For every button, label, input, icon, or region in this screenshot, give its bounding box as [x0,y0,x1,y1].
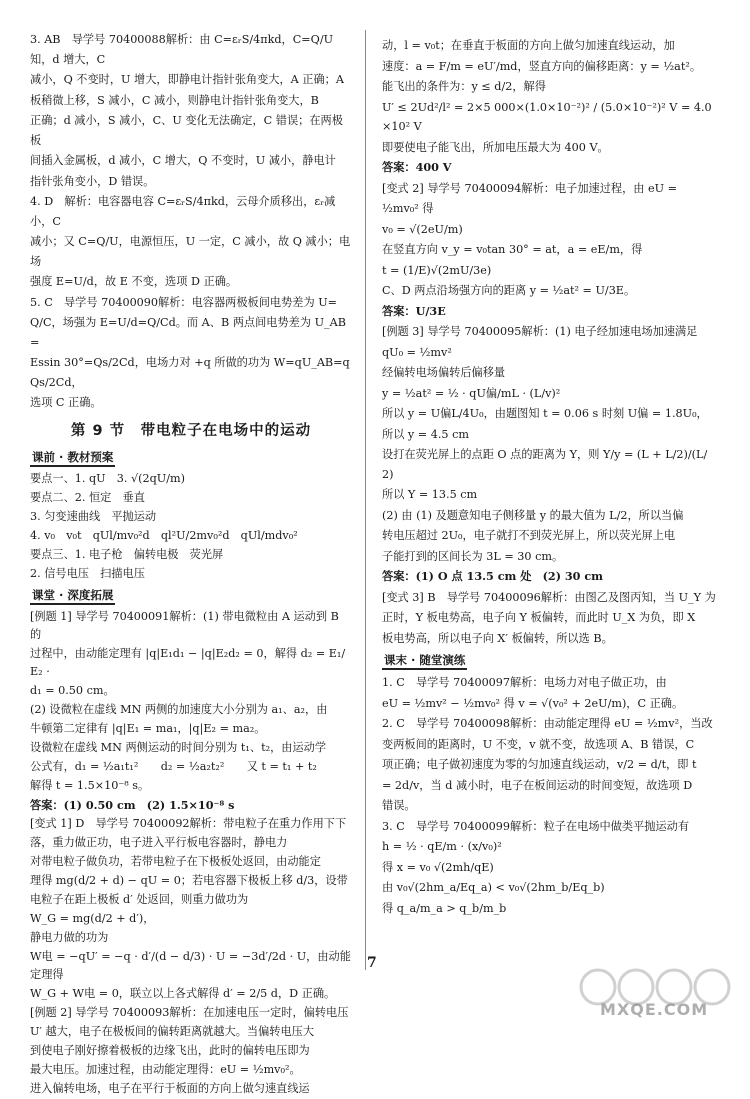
left-line-9: 强度 E=U/d，故 E 不变，选项 D 正确。 [30,275,238,288]
watermark-text: MXQE.COM [600,1000,709,1019]
point-line-3: 3. 匀变速曲线 平抛运动 [30,509,157,523]
left-line-5: 间插入金属板，d 减小，C 增大，Q 不变时，U 减小，静电计 [30,154,336,167]
right-line-21: 所以 Y = 13.5 cm [382,488,478,501]
right-line-24: 子能打到的区间长为 3L = 30 cm。 [382,549,564,563]
section-bar-preview: 课前 · 教材预案 [30,449,115,467]
left-line-12: Essin 30°=Qs/2Cd，电场力对 +q 所做的功为 W=qU_AB=qQs/2Cd， [30,356,350,389]
left-line-3: 板稍微上移，S 减小，C 减小，则静电计指针张角变大，B [30,93,319,107]
left-body-12: 对带电粒子做负功，若带电粒子在下极板处返回，由动能定 [30,854,321,868]
left-line-4: 正确；d 减小，S 减小，C、U 变化无法确定，C 错误；在两极板 [30,114,343,147]
right-body-7: 错误。 [382,799,416,812]
left-line-7: 4. D 解析：电容器电容 C=εᵣS/4πkd，云母介质移出，εᵣ减小，C [30,195,336,228]
section-bar-classroom: 课堂 · 深度拓展 [30,587,115,605]
left-body-22: 最大电压。加速过程，由动能定理得：eU = ½mv₀²。 [30,1062,301,1076]
right-body-11: 由 v₀√(2hm_a/Eq_a) < v₀√(2hm_b/Eq_b) [382,881,605,894]
right-line-9: v₀ = √(2eU/m) [382,222,463,236]
left-body-1: [例题 1] 导学号 70400091解析：(1) 带电微粒由 A 运动到 B 的 [30,609,339,641]
right-line-26: [变式 3] B 导学号 70400096解析：由图乙及图丙知，当 U_Y 为 [382,590,716,604]
page-number: 7 [367,955,377,971]
right-body-12: 得 q_a/m_a > q_b/m_b [382,901,507,915]
left-body-15: W_G = mg(d/2 + d′)， [30,911,155,925]
left-line-6: 指针张角变小，D 错误。 [30,174,155,188]
left-line-10: 5. C 导学号 70400090解析：电容器两极板间电势差为 U= [30,295,338,309]
right-line-17: y = ½at² = ½ · qU偏/mL · (L/v)² [382,386,561,400]
right-body-5: 项正确；电子做初速度为零的匀加速直线运动，v/2 = d/t，即 t [382,758,697,771]
left-column [30,30,352,1099]
left-body-14: 电粒子在距上极板 d′ 处返回，则重力做功为 [30,892,249,906]
left-body-4: (2) 设微粒在虚线 MN 两侧的加速度大小分别为 a₁、a₂，由 [30,702,328,716]
left-body-11: 落，重力做正功，电子进入平行板电容器时，静电力 [30,835,288,849]
right-body-3: 2. C 导学号 70400098解析：由动能定理得 eU = ½mv²，当改 [382,717,713,730]
right-line-16: 经偏转电场偏转后偏移量 [382,366,506,379]
point-line-4: 4. v₀ v₀t qUl/mv₀²d ql²U/2mv₀²d qUl/mdv₀² [30,528,298,542]
left-line-1: 3. AB 导学号 70400088解析：由 C=εᵣS/4πkd，C=Q/U 知，d 增大，C [30,33,334,66]
right-body-4: 变两板间的距离时，U 不变，v 就不变，故选项 A、B 错误，C [382,737,695,751]
point-line-2: 要点二、2. 恒定 垂直 [30,490,145,504]
right-answer-1: 答案：400 V [382,160,452,174]
right-line-8: ½mv₀² 得 [382,202,434,215]
right-line-15: qU₀ = ½mv² [382,345,452,359]
left-body-20: U′ 越大，电子在极板间的偏转距离就越大。当偏转电压大 [30,1024,315,1038]
left-body-5: 牛顿第二定律有 |q|E₁ = ma₁，|q|E₂ = ma₂。 [30,721,266,735]
left-body-6: 设微粒在虚线 MN 两侧运动的时间分别为 t₁、t₂，由运动学 [30,740,327,754]
left-body-13: 理得 mg(d/2 + d) − qU = 0；若电容器下极板上移 d/3，设带 [30,873,348,887]
right-line-7: [变式 2] 导学号 70400094解析：电子加速过程，由 eU = [382,181,677,195]
point-line-1: 要点一、1. qU 3. √(2qU/m) [30,471,185,485]
left-line-8: 减小；又 C=Q/U，电源恒压，U 一定，C 减小，故 Q 减小；电场 [30,235,351,268]
right-line-20: 设打在荧光屏上的点距 O 点的距离为 Y，则 Y/y = (L + L/2)/(L/2) [382,448,708,481]
right-line-28: 板电势高，所以电子向 X′ 板偏转，所以选 B。 [382,631,613,645]
column-divider [365,30,366,970]
right-body-1: 1. C 导学号 70400097解析：电场力对电子做正功，由 [382,676,667,689]
right-body-6: = 2d/v，当 d 减小时，电子在板间运动的时间变短，故选项 D [382,778,693,792]
left-body-16: 静电力做的功为 [30,930,109,944]
right-line-2: 速度：a = F/m = eU′/md，竖直方向的偏移距离：y = ½at²。 [382,59,702,73]
right-column [382,36,717,919]
left-body-2: 过程中，由动能定理有 |q|E₁d₁ − |q|E₂d₂ = 0，解得 d₂ = E₁/E₂ · [30,646,346,678]
right-line-5: 即要使电子能飞出，所加电压最大为 400 V。 [382,140,609,154]
left-body-7: 公式有，d₁ = ½a₁t₁² d₂ = ½a₂t₂² 又 t = t₁ + t₂ [30,759,317,773]
right-line-19: 所以 y = 4.5 cm [382,427,469,441]
section-bar-practice: 课末 · 随堂演练 [382,652,467,670]
left-body-8: 解得 t = 1.5×10⁻⁸ s。 [30,778,150,792]
left-line-13: 选项 C 正确。 [30,396,102,409]
right-line-11: t = (1/E)√(2mU/3e) [382,263,492,277]
right-line-4: U′ ≤ 2Ud²/l² = 2×5 000×(1.0×10⁻²)² / (5.0×10⁻²)² V = 4.0×10² V [382,100,712,133]
right-line-10: 在竖直方向 v_y = v₀tan 30° = at，a = eE/m，得 [382,243,643,256]
left-body-18: W_G + W电 = 0，联立以上各式解得 d′ = 2/5 d，D 正确。 [30,986,336,1000]
right-line-3: 能飞出的条件为：y ≤ d/2，解得 [382,80,546,93]
left-line-11: Q/C，场强为 E=U/d=Q/Cd。而 A、B 两点间电势差为 U_AB= [30,316,346,349]
left-body-23: 进入偏转电场，电子在平行于板面的方向上做匀速直线运 [30,1081,310,1095]
right-body-10: 得 x = v₀ √(2mh/qE) [382,860,494,874]
right-line-18: 所以 y = U偏L/4U₀，由题图知 t = 0.06 s 时刻 U偏 = 1.8U₀， [382,407,708,420]
right-body-8: 3. C 导学号 70400099解析：粒子在电场中做类平抛运动有 [382,819,690,833]
point-line-5: 要点三、1. 电子枪 偏转电极 荧光屏 [30,547,224,561]
right-answer-3: 答案：(1) O 点 13.5 cm 处 (2) 30 cm [382,569,603,583]
left-body-21: 到使电子刚好擦着极板的边缘飞出，此时的偏转电压即为 [30,1043,310,1057]
right-body-9: h = ½ · qE/m · (x/v₀)² [382,840,502,853]
left-body-17: W电 = −qU′ = −q · d′/(d − d/3) · U = −3d′/2d · U，由动能定理得 [30,949,351,981]
point-line-6: 2. 信号电压 扫描电压 [30,566,145,580]
left-body-19: [例题 2] 导学号 70400093解析：在加速电压一定时，偏转电压 [30,1005,349,1019]
right-line-22: (2) 由 (1) 及题意知电子侧移量 y 的最大值为 L/2，所以当偏 [382,508,684,522]
right-line-14: [例题 3] 导学号 70400095解析：(1) 电子经加速电场加速满足 [382,325,698,338]
left-body-3: d₁ = 0.50 cm。 [30,683,115,697]
right-line-23: 转电压超过 2U₀，电子就打不到荧光屏上，所以荧光屏上电 [382,529,676,542]
right-line-12: C、D 两点沿场强方向的距离 y = ½at² = U/3E。 [382,284,636,297]
left-line-2: 减小，Q 不变时，U 增大，即静电计指针张角变大，A 正确；A [30,73,344,86]
section-title: 第 9 节 带电粒子在电场中的运动 [70,422,312,439]
right-body-2: eU = ½mv² − ½mv₀² 得 v = √(v₀² + 2eU/m)，C 正确。 [382,696,684,710]
right-line-1: 动，l = v₀t；在垂直于板面的方向上做匀加速直线运动，加 [382,39,675,52]
left-answer-1: 答案：(1) 0.50 cm (2) 1.5×10⁻⁸ s [30,797,235,812]
right-answer-2: 答案：U/3E [382,303,446,318]
right-line-27: 正时，Y 板电势高，电子向 Y 板偏转，而此时 U_X 为负，即 X [382,611,696,624]
left-body-10: [变式 1] D 导学号 70400092解析：带电粒子在重力作用下下 [30,816,347,830]
